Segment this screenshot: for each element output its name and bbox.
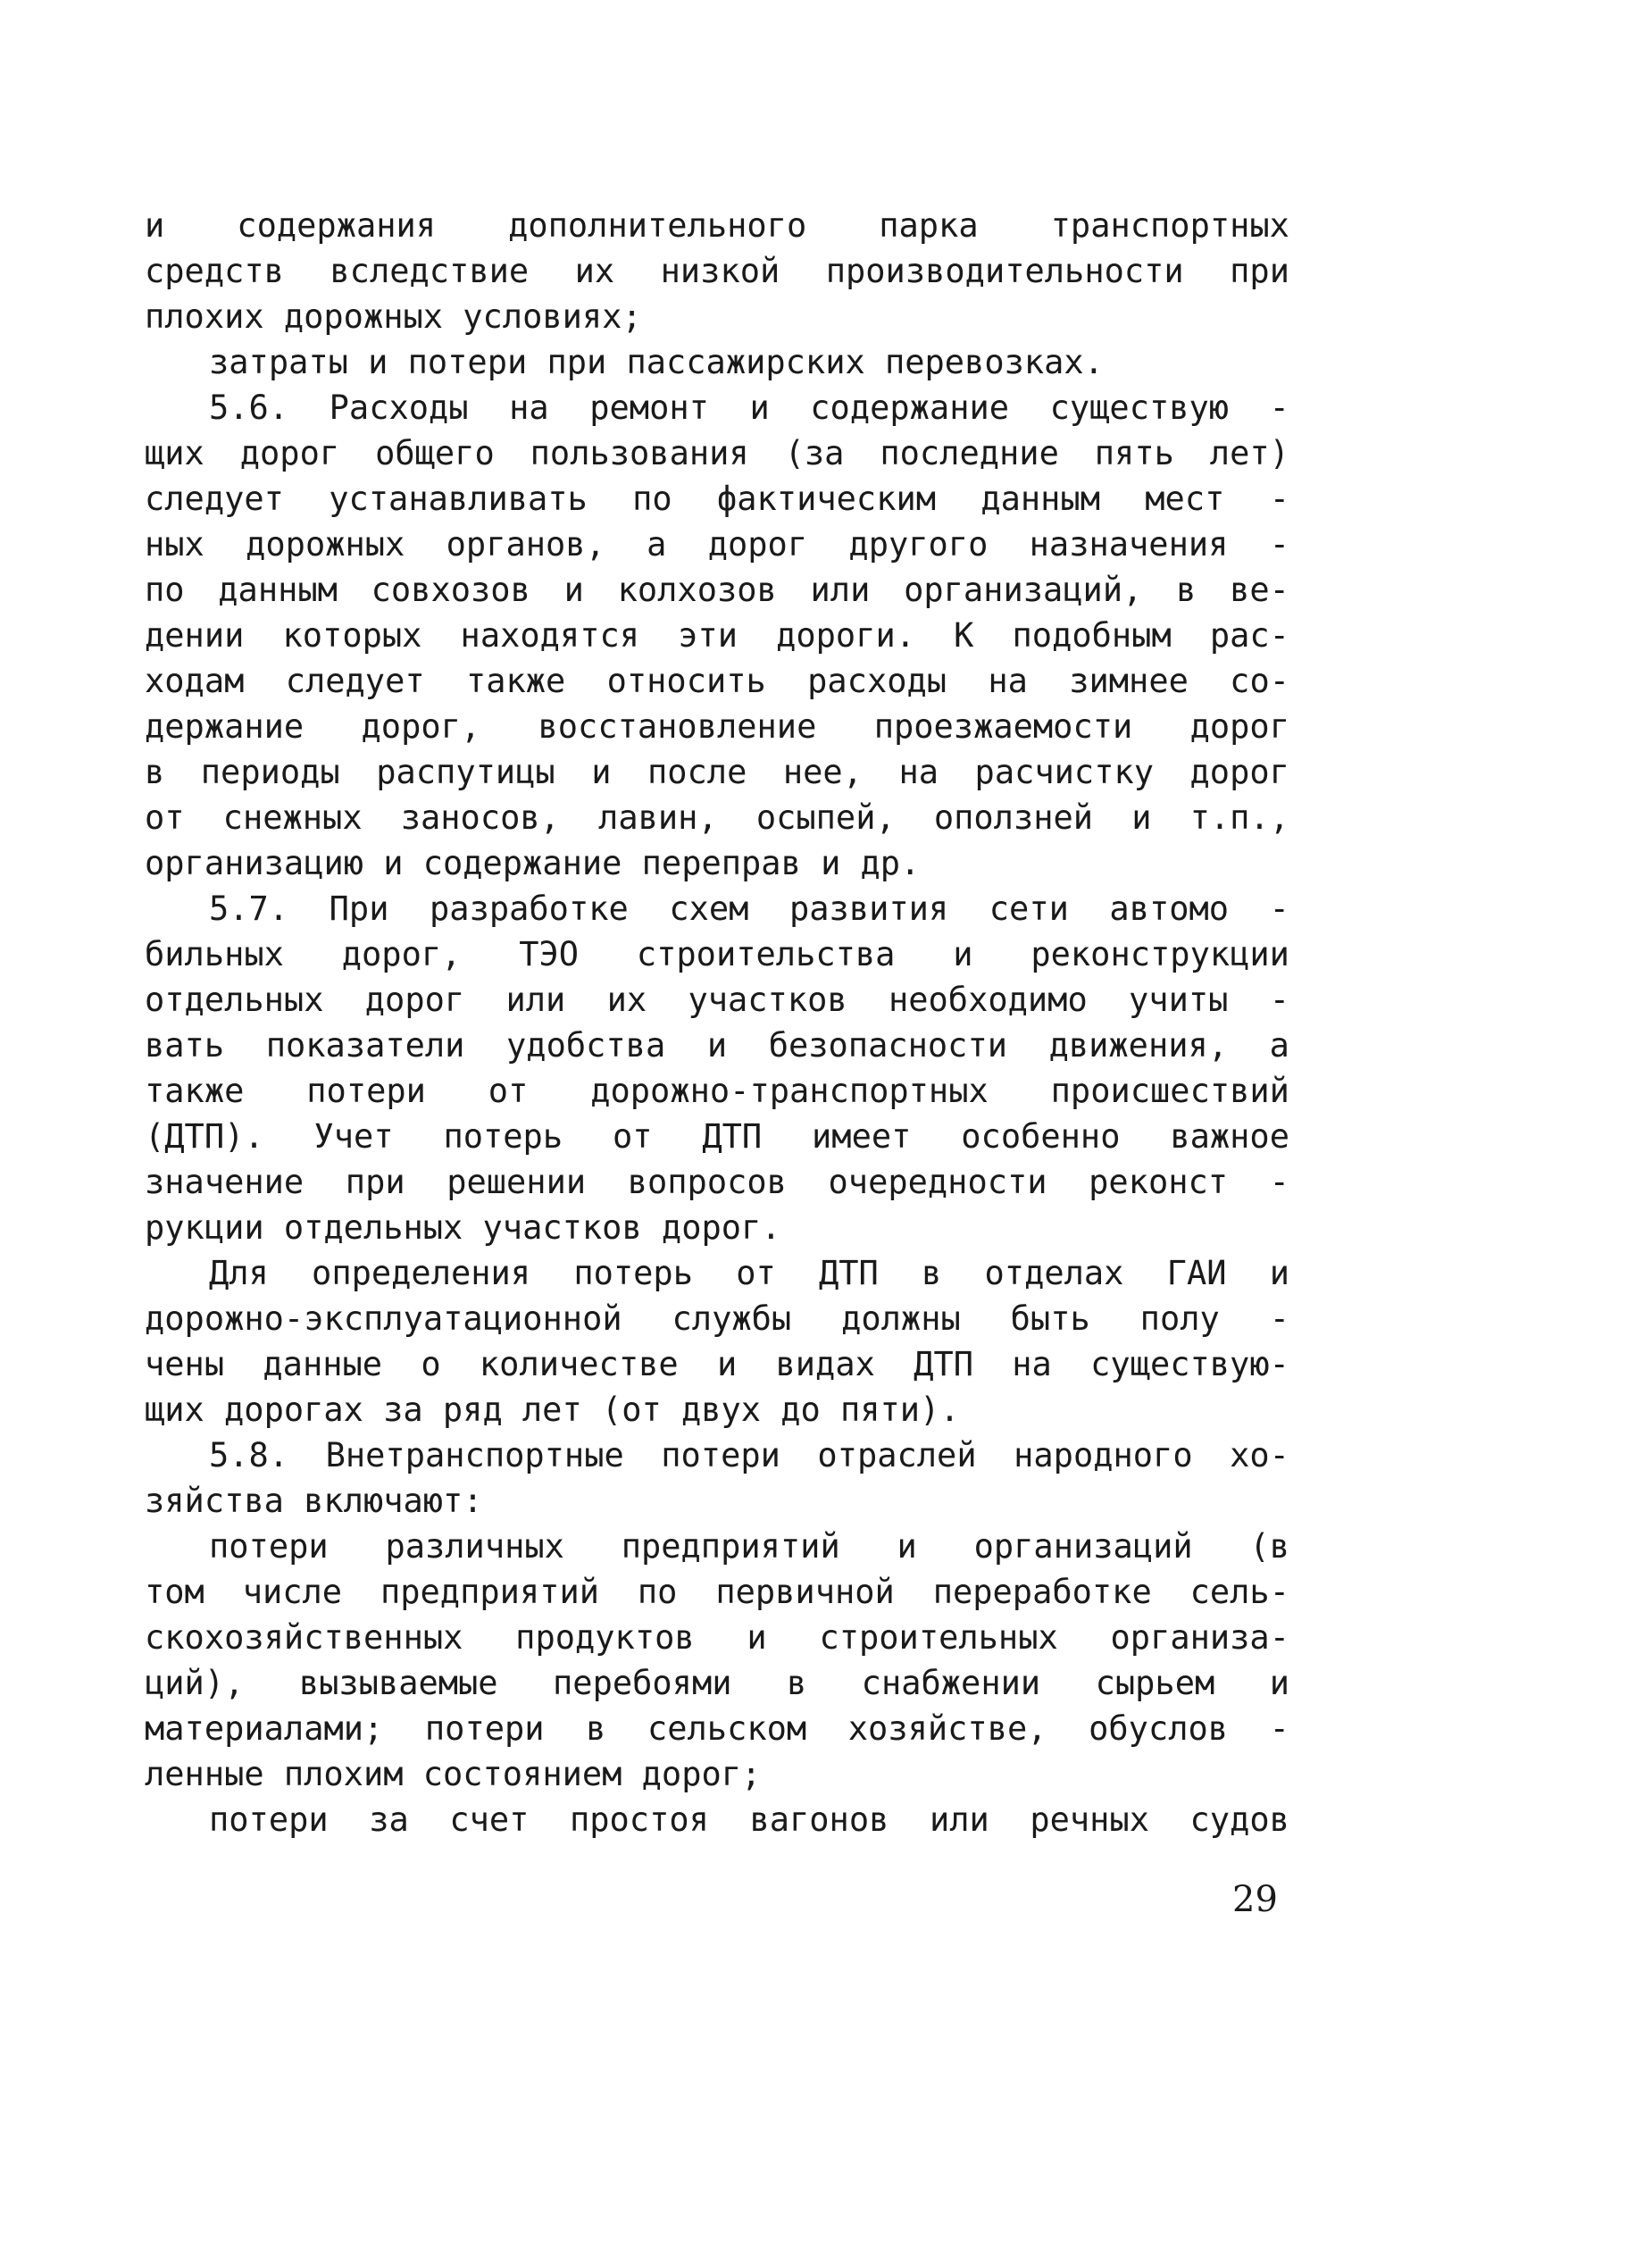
text-line: средств вследствие их низкой производительности при [145, 252, 1289, 290]
text-line: потери различных предприятий и организаций (в [209, 1527, 1289, 1566]
text-line: также потери от дорожно-транспортных происшествий [145, 1072, 1289, 1110]
text-line: держание дорог, восстановление проезжаемости дорог [145, 707, 1289, 746]
page-number: 29 [1232, 1879, 1278, 1920]
text-line: в периоды распутицы и после нее, на расчистку дорог [145, 753, 1289, 791]
text-line: от снежных заносов, лавин, осыпей, оползней и т.п., [145, 798, 1289, 837]
text-line: отдельных дорог или их участков необходимо учиты - [145, 981, 1289, 1019]
text-line: дорожно-эксплуатационной службы должны быть полу - [145, 1299, 1289, 1338]
text-line: и содержания дополнительного парка транспортных [145, 206, 1289, 245]
text-line: следует устанавливать по фактическим данным мест - [145, 480, 1289, 518]
text-line: щих дорогах за ряд лет (от двух до пяти). [145, 1391, 960, 1429]
text-line: зяйства включают: [145, 1482, 483, 1520]
text-line: организацию и содержание переправ и др. [145, 844, 921, 882]
text-line: ходам следует также относить расходы на зимнее со- [145, 662, 1289, 700]
text-line: ленные плохим состоянием дорог; [145, 1755, 762, 1793]
text-line: дении которых находятся эти дороги. К подобным рас- [145, 616, 1289, 655]
text-line: ных дорожных органов, а дорог другого назначения - [145, 525, 1289, 564]
text-line: вать показатели удобства и безопасности движения, а [145, 1026, 1289, 1065]
text-line: том числе предприятий по первичной переработке сель- [145, 1573, 1289, 1611]
text-line: скохозяйственных продуктов и строительных организа- [145, 1618, 1289, 1657]
text-line: рукции отдельных участков дорог. [145, 1208, 781, 1247]
text-line: щих дорог общего пользования (за последние пять лет) [145, 434, 1289, 472]
text-line: затраты и потери при пассажирских перевозках. [209, 343, 1104, 381]
text-line: материалами; потери в сельском хозяйстве, обуслов - [145, 1709, 1289, 1748]
body-text [145, 203, 1289, 1842]
text-line: чены данные о количестве и видах ДТП на существую- [145, 1345, 1289, 1383]
text-line: по данным совхозов и колхозов или организаций, в ве- [145, 571, 1289, 609]
text-line: 5.7. При разработке схем развития сети автомо - [209, 890, 1289, 928]
text-line: Для определения потерь от ДТП в отделах ГАИ и [209, 1254, 1289, 1292]
text-line: (ДТП). Учет потерь от ДТП имеет особенно важное [145, 1117, 1289, 1156]
text-line: 5.8. Внетранспортные потери отраслей народного хо- [209, 1436, 1289, 1474]
text-line: 5.6. Расходы на ремонт и содержание существую - [209, 388, 1289, 427]
text-line: потери за счет простоя вагонов или речных судов [209, 1800, 1289, 1839]
text-line: плохих дорожных условиях; [145, 297, 642, 336]
text-line: значение при решении вопросов очередности реконст - [145, 1163, 1289, 1201]
text-line: ций), вызываемые перебоями в снабжении сырьем и [145, 1664, 1289, 1702]
text-line: бильных дорог, ТЭО строительства и реконструкции [145, 935, 1289, 973]
